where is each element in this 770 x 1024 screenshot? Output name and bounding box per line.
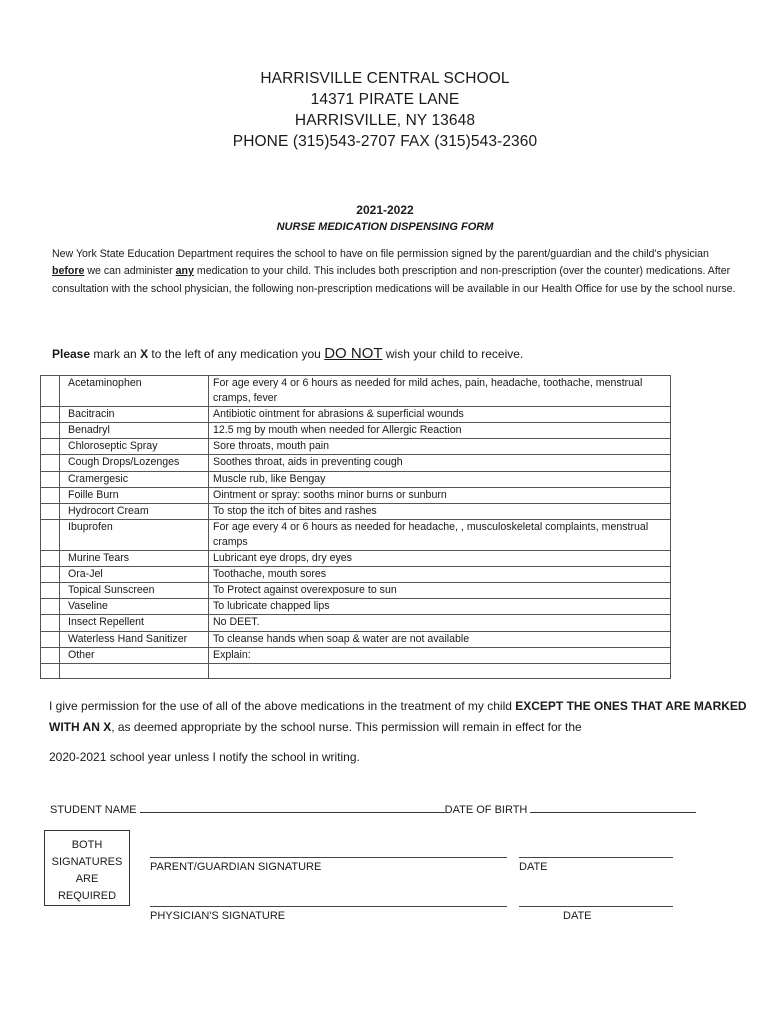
parent-date-label: DATE [519,861,548,873]
date-of-birth-label: DATE OF BIRTH [444,804,528,816]
physician-signature-label: PHYSICIAN'S SIGNATURE [150,910,286,922]
medication-description: Antibiotic ointment for abrasions & superficial wounds [209,407,671,423]
school-city: HARRISVILLE, NY 13648 [294,112,476,129]
medication-name: Vaseline [60,599,209,615]
parent-signature-label: PARENT/GUARDIAN SIGNATURE [150,861,322,873]
medication-mark-cell[interactable] [41,551,60,567]
box-line-1: BOTH [71,839,103,851]
medication-name: Topical Sunscreen [60,583,209,599]
permission-text-1: I give permission for the use of all of the above medications in the treatment of my child [49,699,516,713]
medication-row [41,631,671,647]
medication-mark-cell[interactable] [41,471,60,487]
permission-statement [49,696,749,764]
box-line-4: REQUIRED [57,890,117,902]
permission-bold: EXCEPT THE ONES THAT ARE MARKED WITH AN X [49,699,747,734]
instruction-x: X [140,347,149,361]
medication-row [41,455,671,471]
medication-row [41,551,671,567]
medication-description: For age every 4 or 6 hours as needed for mild aches, pain, headache, toothache, menstrual cramps, fever [209,376,671,407]
blank-cell [60,663,209,678]
blank-cell [209,663,671,678]
medication-row [41,376,671,407]
medication-mark-cell[interactable] [41,519,60,550]
medication-mark-cell[interactable] [41,503,60,519]
intro-any: any [175,265,194,278]
blank-cell[interactable] [41,663,60,678]
medication-mark-cell[interactable] [41,455,60,471]
medication-name: Cramergesic [60,471,209,487]
medication-row [41,647,671,663]
medication-name: Benadryl [60,423,209,439]
permission-text-3: 2020-2021 school year unless I notify the school in writing. [49,750,360,764]
instruction-text-3: wish your child to receive. [382,347,524,361]
medication-name: Cough Drops/Lozenges [60,455,209,471]
medication-name: Chloroseptic Spray [60,439,209,455]
school-phone: PHONE (315)543-2707 FAX (315)543-2360 [232,133,538,150]
instruction-text-2: to the left of any medication you [148,347,325,361]
medication-description: Muscle rub, like Bengay [209,471,671,487]
medication-row [41,567,671,583]
medication-name: Bacitracin [60,407,209,423]
signatures-required-box [44,830,130,906]
box-line-3: ARE [75,873,99,885]
intro-paragraph [52,246,742,298]
physician-date-label: DATE [563,910,592,922]
medication-row [41,519,671,550]
box-line-2: SIGNATURES [51,856,123,868]
school-name: HARRISVILLE CENTRAL SCHOOL [260,70,510,87]
medication-description: Ointment or spray: sooths minor burns or sunburn [209,487,671,503]
medication-mark-cell[interactable] [41,487,60,503]
medication-name: Ora-Jel [60,567,209,583]
medication-row [41,615,671,631]
medication-mark-cell[interactable] [41,647,60,663]
intro-text-1: New York State Education Department requires the school to have on file permission signed by the parent/guardian and the child's physician [52,248,709,260]
medication-name: Ibuprofen [60,519,209,550]
medication-mark-cell[interactable] [41,615,60,631]
medication-row [41,583,671,599]
medication-row [41,407,671,423]
medication-description: Sore throats, mouth pain [209,439,671,455]
intro-text-3: medication to your child. This includes both prescription and non-prescription (over the counter) medications. After consultation with the school physician, the following non-prescription medications will be available in our Health Office for use by the school nurse. [52,265,736,295]
medication-blank-row [41,663,671,678]
student-name-label: STUDENT NAME [50,804,137,816]
medication-description: To stop the itch of bites and rashes [209,503,671,519]
medication-mark-cell[interactable] [41,631,60,647]
medication-row [41,439,671,455]
medication-description: Toothache, mouth sores [209,567,671,583]
intro-before: before [52,265,85,278]
medication-mark-cell[interactable] [41,583,60,599]
medication-description: No DEET. [209,615,671,631]
medication-table [40,375,671,679]
parent-signature-line[interactable] [150,857,507,858]
instruction-line [52,345,742,362]
instruction-please: Please [52,347,91,361]
form-title: NURSE MEDICATION DISPENSING FORM [276,221,494,233]
medication-description: For age every 4 or 6 hours as needed for headache, , musculoskeletal complaints, menstrual cramps [209,519,671,550]
date-of-birth-field[interactable] [530,802,696,813]
physician-signature-line[interactable] [150,906,507,907]
parent-date-line[interactable] [519,857,673,858]
school-year: 2021-2022 [356,203,414,217]
medication-name: Waterless Hand Sanitizer [60,631,209,647]
medication-row [41,471,671,487]
medication-mark-cell[interactable] [41,407,60,423]
medication-name: Murine Tears [60,551,209,567]
medication-description: To Protect against overexposure to sun [209,583,671,599]
school-street: 14371 PIRATE LANE [310,91,460,108]
medication-mark-cell[interactable] [41,599,60,615]
school-header [0,68,770,152]
medication-mark-cell[interactable] [41,376,60,407]
student-info-row [50,802,720,816]
medication-name: Insect Repellent [60,615,209,631]
intro-text-2: we can administer [84,265,176,278]
medication-mark-cell[interactable] [41,567,60,583]
medication-mark-cell[interactable] [41,423,60,439]
medication-name: Foille Burn [60,487,209,503]
student-name-field[interactable] [140,802,445,813]
medication-row [41,487,671,503]
medication-mark-cell[interactable] [41,439,60,455]
medication-name: Acetaminophen [60,376,209,407]
medication-description: To lubricate chapped lips [209,599,671,615]
medication-row [41,503,671,519]
permission-text-2: , as deemed appropriate by the school nurse. This permission will remain in effect for the [111,720,582,734]
instruction-do-not: DO NOT [324,345,383,362]
medication-description: Lubricant eye drops, dry eyes [209,551,671,567]
medication-description: To cleanse hands when soap & water are not available [209,631,671,647]
medication-row [41,423,671,439]
medication-name: Other [60,647,209,663]
medication-name: Hydrocort Cream [60,503,209,519]
medication-row [41,599,671,615]
medication-description: Explain: [209,647,671,663]
instruction-text-1: mark an [90,347,141,361]
physician-date-line[interactable] [519,906,673,907]
medication-description: 12.5 mg by mouth when needed for Allergic Reaction [209,423,671,439]
medication-description: Soothes throat, aids in preventing cough [209,455,671,471]
